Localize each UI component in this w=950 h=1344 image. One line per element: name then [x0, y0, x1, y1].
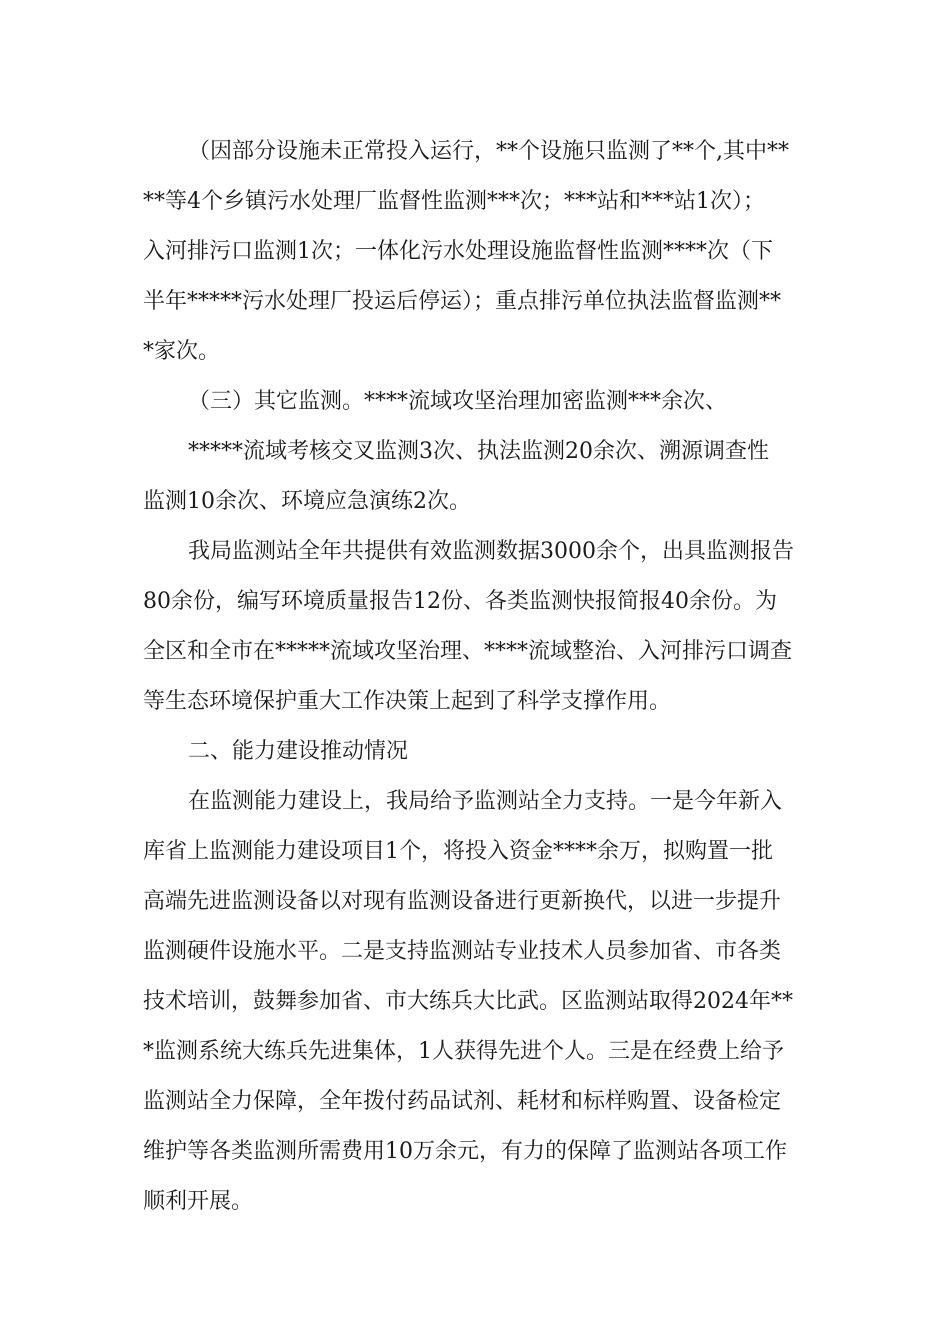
paragraph-line: *家次。: [143, 339, 221, 364]
section-heading: 二、能力建设推动情况: [188, 739, 409, 764]
paragraph-line: 等生态环境保护重大工作决策上起到了科学支撑作用。: [143, 689, 672, 714]
paragraph-line: （因部分设施未正常投入运行，**个设施只监测了**个,其中**: [188, 139, 789, 164]
paragraph-line: 高端先进监测设备以对现有监测设备进行更新换代，以进一步提升: [143, 889, 782, 914]
paragraph-line: 80余份，编写环境质量报告12份、各类监测快报简报40余份。为: [143, 589, 777, 614]
paragraph-line: **等4个乡镇污水处理厂监督性监测***次；***站和***站1次）；: [143, 189, 765, 214]
paragraph-line: 半年*****污水处理厂投运后停运）；重点排污单位执法监督监测**: [143, 289, 782, 314]
paragraph-line: 监测10余次、环境应急演练2次。: [143, 489, 471, 514]
paragraph-line: *监测系统大练兵先进集体，1人获得先进个人。三是在经费上给予: [143, 1039, 784, 1064]
paragraph-line: *****流域考核交叉监测3次、执法监测20余次、溯源调查性: [188, 439, 769, 464]
paragraph-line: 监测硬件设施水平。二是支持监测站专业技术人员参加省、市各类: [143, 939, 782, 964]
paragraph-line: 在监测能力建设上，我局给予监测站全力支持。一是今年新入: [188, 789, 783, 814]
paragraph-line: 维护等各类监测所需费用10万余元，有力的保障了监测站各项工作: [143, 1139, 787, 1164]
paragraph-line: 监测站全力保障，全年拨付药品试剂、耗材和标样购置、设备检定: [143, 1089, 782, 1114]
section-heading: （三）其它监测。****流域攻坚治理加密监测***余次、: [188, 389, 728, 414]
paragraph-line: 我局监测站全年共提供有效监测数据3000余个，出具监测报告: [188, 539, 794, 564]
paragraph-line: 顺利开展。: [143, 1189, 254, 1214]
paragraph-line: 技术培训，鼓舞参加省、市大练兵大比武。区监测站取得2024年**: [143, 989, 793, 1014]
paragraph-line: 全区和全市在*****流域攻坚治理、****流域整治、入河排污口调查: [143, 639, 793, 664]
paragraph-line: 库省上监测能力建设项目1个，将投入资金****余万，拟购置一批: [143, 839, 773, 864]
paragraph-line: 入河排污口监测1次；一体化污水处理设施监督性监测****次（下: [143, 239, 773, 264]
